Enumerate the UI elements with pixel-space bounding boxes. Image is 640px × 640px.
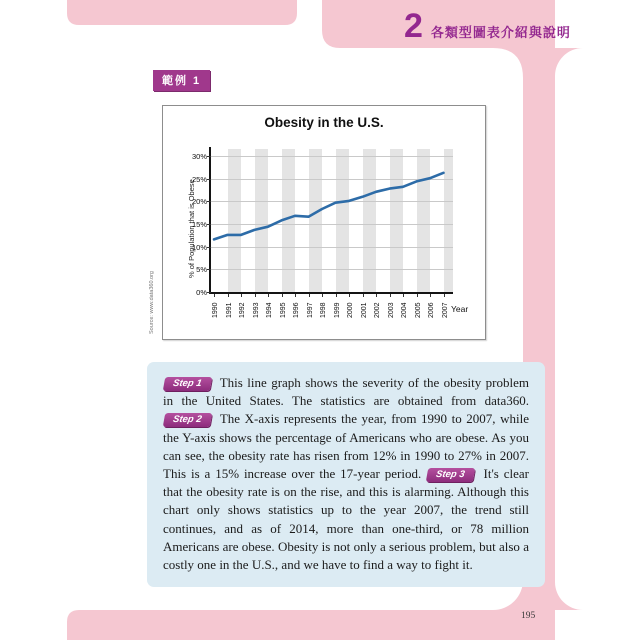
step-text: It's clear that the obesity rate is on the rise, and this is alarming. Although this chart only shows statistics up to the year 2007, the trend still continues, and as of 2014, more than one-third, or 78 million Americans are obese. Obesity is not only a serious problem, but also a costly one in the U.S., and we have to find a way to fight it. — [163, 466, 529, 573]
x-tick-mark — [336, 294, 337, 297]
y-axis-title: % of Population that is Obese — [187, 179, 196, 278]
x-tick-label: 2006 — [428, 302, 435, 318]
y-tick-label: 30% — [191, 152, 207, 161]
x-tick-label: 1995 — [279, 302, 287, 318]
x-tick-label: 2000 — [347, 302, 354, 318]
y-tick-mark — [207, 156, 211, 157]
y-tick-label: 15% — [191, 220, 207, 229]
x-tick-label: 1990 — [212, 302, 219, 318]
x-tick-label: 1998 — [320, 302, 327, 318]
x-tick-mark — [376, 294, 377, 297]
step-text: This line graph shows the severity of the obesity problem in the United States. The statistics are obtained from data360. — [163, 375, 529, 409]
x-tick-label: 1992 — [239, 302, 246, 318]
x-tick-mark — [295, 294, 296, 297]
chart-title: Obesity in the U.S. — [264, 115, 384, 130]
x-tick-label: 2001 — [360, 302, 368, 318]
top-pink-bar — [67, 0, 297, 25]
x-tick-label: 2005 — [414, 302, 422, 318]
y-tick-label: 0% — [196, 288, 207, 297]
chapter-number: 2 — [404, 7, 423, 45]
x-tick-label: 1996 — [293, 302, 300, 318]
x-tick-mark — [241, 294, 242, 297]
example-badge: 範例 1 — [153, 70, 210, 91]
corner-fill-bottom — [555, 582, 583, 610]
corner-fill-top — [555, 48, 583, 76]
step-badge: Step 1 — [163, 377, 212, 391]
x-tick-mark — [228, 294, 229, 297]
y-tick-label: 20% — [191, 197, 207, 207]
x-tick-mark — [363, 294, 364, 297]
y-tick-label: 25% — [191, 174, 207, 184]
x-tick-mark — [349, 294, 350, 297]
x-tick-mark — [403, 294, 404, 297]
y-tick-label: 5% — [196, 265, 207, 275]
y-tick-mark — [207, 224, 211, 225]
step-text: The X-axis represents the year, from 1990 to 2007, while the Y-axis shows the percentage of Americans who are obese. As you can see, the obesity rate has risen from 12% in 1990 to 27% in 2007. This is a 15% increase over the 17-year period. — [163, 411, 529, 482]
y-tick-mark — [207, 201, 211, 202]
obesity-data-line — [211, 149, 453, 292]
y-tick-mark — [207, 292, 211, 293]
x-tick-label: 2004 — [401, 302, 408, 318]
y-axis-line — [209, 147, 211, 294]
x-tick-label: 1997 — [306, 302, 314, 318]
x-tick-mark — [322, 294, 323, 297]
x-tick-label: 1999 — [333, 302, 341, 318]
x-tick-label: 2002 — [374, 302, 381, 318]
y-tick-mark — [207, 269, 211, 270]
chapter-header — [404, 8, 571, 44]
obesity-line-chart — [162, 105, 486, 340]
x-tick-mark — [214, 294, 215, 297]
commentary-block — [147, 362, 545, 587]
y-tick-label: 10% — [191, 242, 207, 252]
x-tick-mark — [390, 294, 391, 297]
step-badge: Step 3 — [426, 468, 475, 482]
commentary-paragraph — [163, 374, 529, 574]
x-tick-label: 1991 — [225, 302, 233, 318]
step-badge: Step 2 — [163, 413, 212, 427]
x-tick-mark — [417, 294, 418, 297]
x-axis-title: Year — [451, 304, 469, 314]
y-tick-mark — [207, 247, 211, 248]
chart-plot-area — [211, 149, 453, 292]
x-tick-label: 2003 — [387, 302, 395, 318]
x-tick-label: 2007 — [441, 302, 449, 318]
page-number: 195 — [521, 611, 536, 621]
chapter-title: 各類型圖表介紹與說明 — [430, 25, 571, 40]
x-tick-mark — [430, 294, 431, 297]
x-tick-mark — [309, 294, 310, 297]
x-tick-mark — [444, 294, 445, 297]
x-tick-mark — [268, 294, 269, 297]
chart-source-note: Source: www.data360.org — [149, 271, 155, 334]
x-tick-label: 1993 — [252, 302, 260, 318]
x-tick-mark — [255, 294, 256, 297]
y-tick-mark — [207, 179, 211, 180]
x-tick-label: 1994 — [266, 302, 273, 318]
x-tick-mark — [282, 294, 283, 297]
